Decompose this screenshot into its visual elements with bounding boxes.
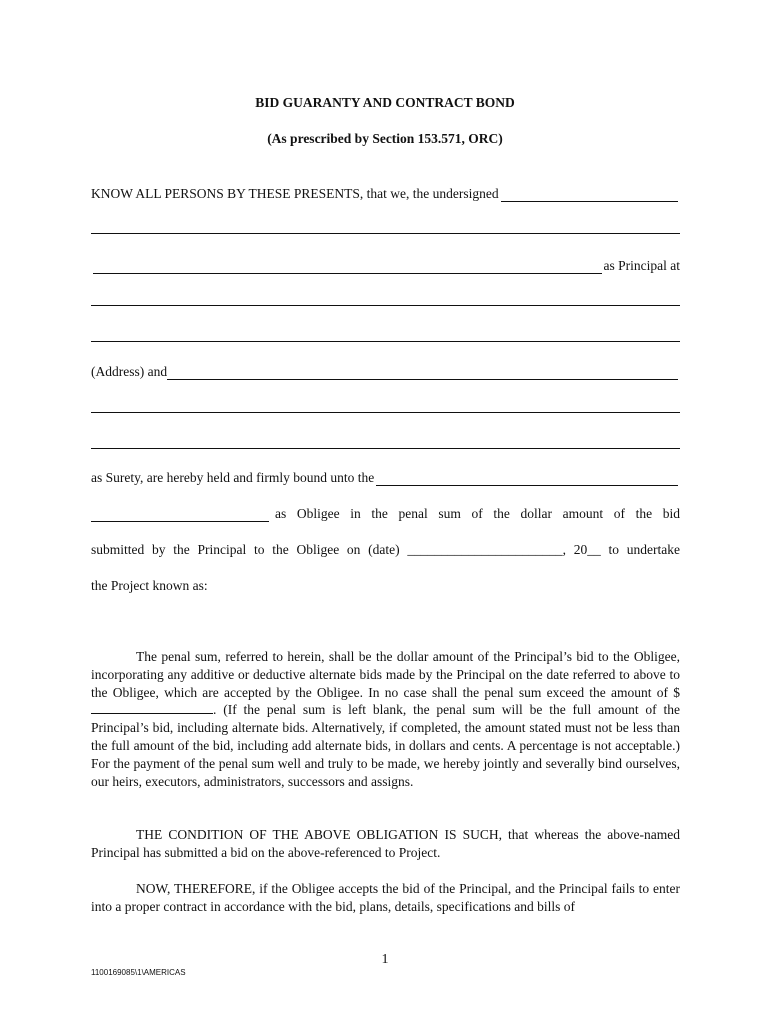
document-footer-id: 1100169085\1\AMERICAS [91,968,186,977]
address-and-text: (Address) and [91,364,168,379]
principal-name-line-3[interactable] [93,260,602,274]
principal-at-row [91,256,680,274]
submitted-by-text: submitted by the Principal to the Obligee on (date) _______________________, 20__ to undertake [91,542,680,557]
obligee-row [91,504,680,522]
know-all-text: KNOW ALL PERSONS BY THESE PRESENTS, that we, the undersigned [91,186,499,201]
principal-name-field[interactable] [501,188,678,202]
principal-name-row [91,184,680,202]
as-obligee-text: as Obligee in the penal sum of the dollar amount of the bid [275,506,680,521]
obligee-name-field[interactable] [376,472,678,486]
obligee-name-line-2[interactable] [91,508,269,522]
document-title: BID GUARANTY AND CONTRACT BOND [255,95,515,110]
document-subtitle: (As prescribed by Section 153.571, ORC) [267,131,503,146]
penal-sum-text-1: The penal sum, referred to herein, shall be the dollar amount of the Principal’s bid to the Obligee, incorporating any additive or deductive alternate bids made by the Principal on the date referred to above to the Obligee, which are accepted by the Obligee. In no case shall the penal sum exceed the amount of $ [91,649,680,700]
principal-address-line-2[interactable] [91,341,680,342]
condition-paragraph: THE CONDITION OF THE ABOVE OBLIGATION IS SUCH, that whereas the above-named Principal has submitted a bid on the above-referenced to Project. [91,827,680,860]
surety-row [91,468,680,486]
page-number: 1 [381,952,389,967]
surety-name-field[interactable] [167,366,678,380]
submitted-date-row [91,540,680,558]
surety-line-3[interactable] [91,448,680,449]
as-principal-at-text: as Principal at [603,258,680,273]
penal-sum-paragraph [91,648,680,790]
principal-address-line-1[interactable] [91,305,680,306]
address-and-row [91,362,680,380]
principal-name-line-2[interactable] [91,233,680,234]
project-row [91,576,680,594]
surety-line-2[interactable] [91,412,680,413]
penal-sum-amount-field[interactable] [91,701,213,714]
as-surety-text: as Surety, are hereby held and firmly bound unto the [91,470,375,485]
penal-sum-text-2: . (If the penal sum is left blank, the penal sum will be the full amount of the Principal’s bid, including alternate bids. Alternatively, if completed, the amount stated must not be less than the full amount of the bid, including add alternate bids, in dollars and cents. A percentage is not acceptable.) For the payment of the penal sum well and truly to be made, we hereby jointly and severally bind ourselves, our heirs, executors, administrators, successors and assigns. [91,702,680,789]
project-known-text: the Project known as: [91,578,208,593]
therefore-paragraph: NOW, THEREFORE, if the Obligee accepts the bid of the Principal, and the Principal fails to enter into a proper contract in accordance with the bid, plans, details, specifications and bills of [91,881,680,914]
